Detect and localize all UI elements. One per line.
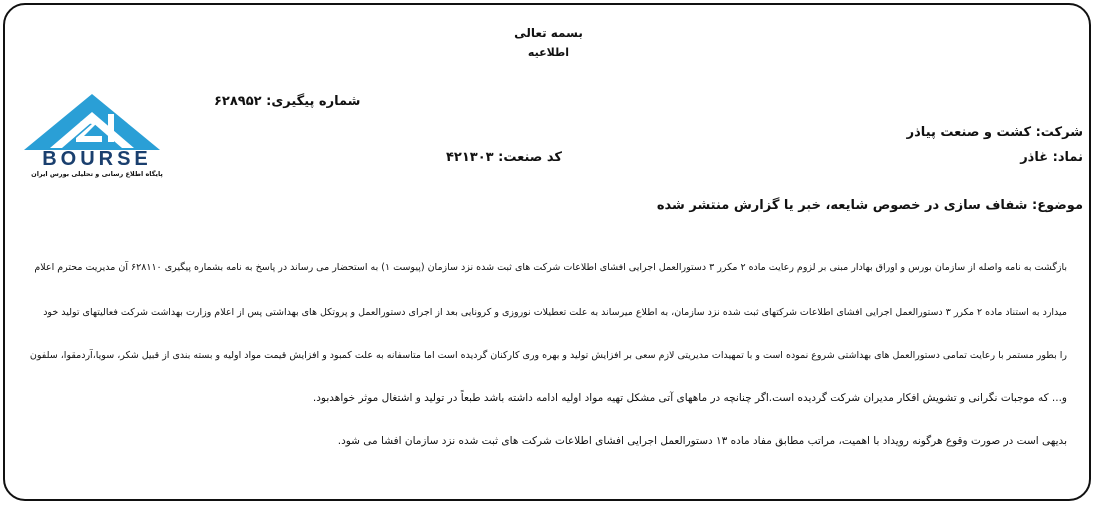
subject-label: موضوع: — [1032, 198, 1083, 213]
company-label: شرکت: — [1035, 125, 1083, 140]
symbol-value: غاذر — [1020, 150, 1049, 165]
industry-label: کد صنعت: — [498, 150, 562, 165]
bourse-logo — [22, 92, 172, 182]
subject-row — [657, 198, 1083, 213]
basmala: بسمه تعالی — [514, 26, 583, 40]
logo-caption: پایگاه اطلاع رسانی و تحلیلی بورس ایران — [31, 170, 163, 178]
body-line-5: بدیهی است در صورت وقوع هرگونه رویداد با اهمیت، مراتب مطابق مفاد ماده ۱۳ دستورالعمل اجرایی افشای اطلاعات شرکت های ثبت شده نزد سازمان افشا می شود. — [337, 435, 1067, 447]
company-name: کشت و صنعت پیاذر — [906, 125, 1032, 140]
logo-wordmark: BOURSE — [42, 148, 152, 170]
company-row — [907, 125, 1083, 140]
tracking-label: شماره پیگیری: — [266, 94, 361, 109]
body-line-3: را بطور مستمر با رعایت تمامی دستورالعمل های بهداشتی شروع نموده است و با تمهیدات مدیریتی لازم سعی بر افزایش تولید و بهره وری کارکنان گردیده است اما متاسفانه به علت کمبود و افزایش قیمت مواد اولیه و بسته بندی از قبیل شکر، سویا،آردمقوا، سلفون — [29, 350, 1067, 361]
industry-row — [446, 150, 562, 165]
industry-code: ۴۲۱۳۰۳ — [446, 150, 494, 165]
notice-title: اطلاعیه — [527, 46, 570, 59]
document-frame — [3, 3, 1091, 501]
symbol-label: نماد: — [1052, 150, 1083, 165]
subject-text: شفاف سازی در خصوص شایعه، خبر یا گزارش منتشر شده — [656, 198, 1028, 213]
body-line-4: و... که موجبات نگرانی و تشویش افکار مدیران شرکت گردیده است.اگر چنانچه در ماههای آتی مشکل تهیه مواد اولیه ادامه داشته باشد طبعاً در تولید و اشتغال موثر خواهدبود. — [312, 392, 1067, 404]
body-line-1: بازگشت به نامه واصله از سازمان بورس و اوراق بهادار مبنی بر لزوم رعایت ماده ۲ مکرر ۳ دستورالعمل اجرایی افشای اطلاعات شرکت های ثبت شده نزد سازمان (پیوست ۱) به استحضار می رساند در پاسخ به نامه بشماره پیگیری ۶۲۸۱۱۰ آن مدیریت محترم اعلام — [34, 262, 1067, 273]
tracking-number: ۶۲۸۹۵۲ — [214, 94, 262, 109]
body-line-2: میدارد به استناد ماده ۲ مکرر ۳ دستورالعمل اجرایی افشای اطلاعات شرکتهای ثبت شده نزد سازمان، به اطلاع میرساند به علت تعطیلات نوروزی و کرونایی بعد از اجرای دستورالعمل و پروتکل های بهداشتی پس از اعلام وزارت بهداشت شرکت فعالیتهای تولید خود — [43, 307, 1067, 318]
tracking-row — [214, 94, 360, 109]
symbol-row — [1020, 150, 1083, 165]
